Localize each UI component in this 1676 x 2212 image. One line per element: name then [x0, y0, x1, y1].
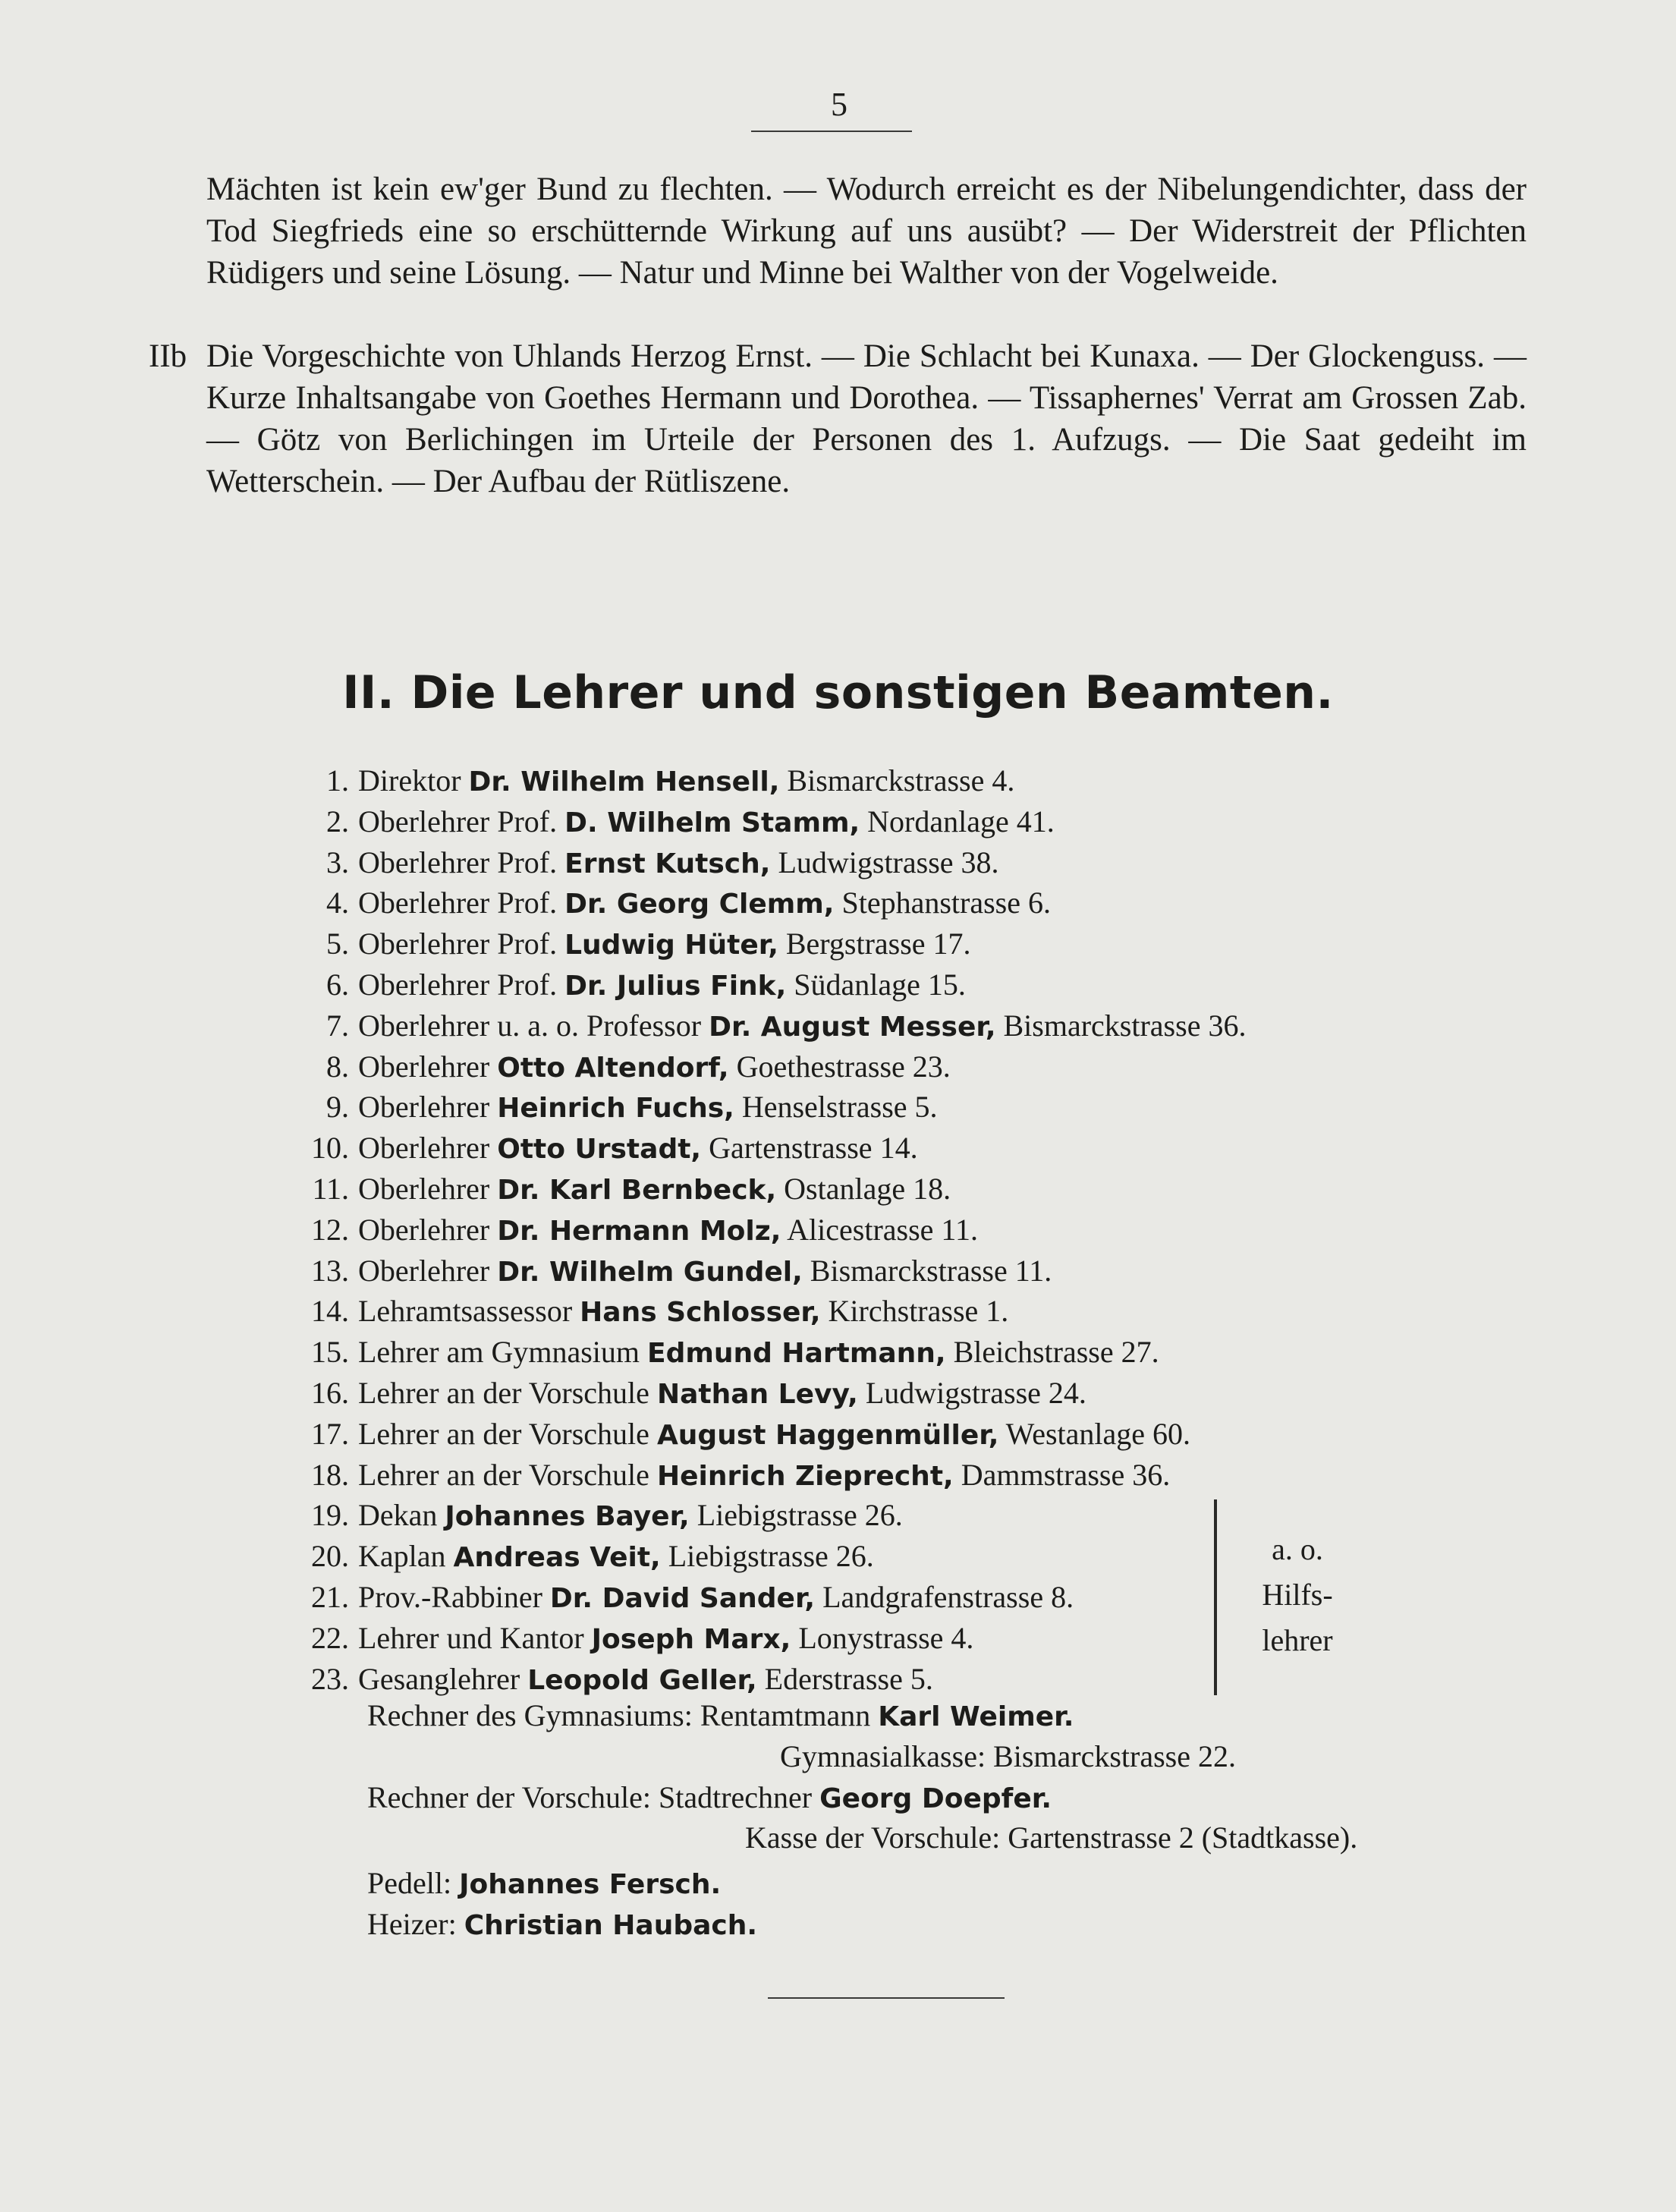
staff-number: 21. [311, 1579, 349, 1614]
staff-name: Ludwig Hüter, [564, 930, 778, 961]
staff-title: Lehrer an der Vorschule [358, 1457, 649, 1492]
staff-row [288, 1332, 1578, 1373]
staff-address: Ludwigstrasse 38. [778, 845, 999, 879]
staff-number: 3. [326, 845, 349, 879]
vor-kasse-line [367, 1817, 1657, 1858]
staff-address: Nordanlage 41. [867, 804, 1055, 839]
staff-name: Nathan Levy, [656, 1378, 858, 1410]
staff-name: Dr. Georg Clemm, [564, 889, 835, 920]
staff-number: 14. [311, 1294, 349, 1329]
staff-row [288, 1373, 1578, 1414]
brace-bracket [1208, 1499, 1217, 1695]
staff-name: Edmund Hartmann, [647, 1338, 946, 1370]
staff-row [288, 1414, 1578, 1455]
staff-number: 11. [312, 1171, 349, 1206]
staff-row [288, 1291, 1578, 1332]
pedell-name: Johannes Fersch. [459, 1869, 722, 1901]
staff-row [288, 1005, 1578, 1046]
end-rule [768, 1997, 1005, 1999]
class-label: IIb [149, 338, 187, 374]
gym-rechner-label: Rechner des Gymnasiums: [367, 1698, 693, 1732]
staff-name: Leopold Geller, [527, 1664, 757, 1696]
staff-name: Dr. Wilhelm Gundel, [497, 1256, 803, 1288]
staff-title: Oberlehrer Prof. [358, 845, 558, 879]
staff-number: 12. [311, 1212, 349, 1247]
staff-title: Oberlehrer [358, 1171, 490, 1206]
staff-title: Lehrer an der Vorschule [358, 1416, 649, 1451]
staff-name: Otto Altendorf, [497, 1052, 729, 1084]
staff-number: 16. [311, 1375, 349, 1410]
staff-address: Liebigstrasse 26. [696, 1498, 903, 1533]
class-ib-block [149, 335, 1527, 502]
staff-address: Ludwigstrasse 24. [865, 1375, 1086, 1410]
staff-row [288, 1536, 1578, 1577]
staff-title: Oberlehrer [358, 1212, 490, 1247]
staff-address: Bismarckstrasse 36. [1003, 1008, 1247, 1043]
gym-rechner-title: Rentamtmann [700, 1698, 871, 1732]
staff-title: Oberlehrer [358, 1131, 490, 1166]
staff-row [288, 1169, 1578, 1210]
vor-rechner-name: Georg Doepfer. [819, 1783, 1052, 1814]
staff-address: Westanlage 60. [1005, 1416, 1191, 1451]
staff-name: August Haggenmüller, [656, 1419, 999, 1451]
staff-address: Alicestrasse 11. [787, 1212, 978, 1247]
page-number-rule [751, 131, 912, 132]
staff-row [288, 760, 1578, 801]
intro-text: Mächten ist kein ew'ger Bund zu flechten. — Wodurch erreicht es der Nibelungendichter, dass der Tod Siegfrieds eine so erschütternde Wirkung auf uns ausübt? — Der Widerstreit der Pflichten Rüdigers und seine Lösung. — Natur und Minne bei Walther von der Vogelweide. [206, 171, 1527, 291]
staff-address: Ederstrasse 5. [764, 1661, 933, 1696]
staff-title: Oberlehrer [358, 1090, 490, 1125]
staff-row [288, 1455, 1578, 1496]
brace-label-line: lehrer [1262, 1623, 1333, 1657]
staff-row [288, 1659, 1578, 1700]
staff-number: 18. [311, 1457, 349, 1492]
staff-number: 4. [326, 886, 349, 920]
staff-title: Oberlehrer u. a. o. Professor [358, 1008, 702, 1043]
staff-name: Dr. David Sander, [549, 1582, 816, 1614]
vor-rechner-line [367, 1777, 1657, 1818]
staff-address: Bleichstrasse 27. [953, 1335, 1159, 1370]
staff-row [288, 1210, 1578, 1251]
staff-name: Dr. August Messer, [709, 1011, 996, 1043]
staff-title: Lehrer an der Vorschule [358, 1375, 649, 1410]
staff-number: 20. [311, 1539, 349, 1574]
staff-row [288, 1495, 1578, 1536]
brace-label [1244, 1527, 1351, 1663]
staff-address: Stephanstrasse 6. [841, 886, 1051, 920]
pedell-line [367, 1863, 1657, 1904]
section-title: II. Die Lehrer und sonstigen Beamten. [342, 666, 1334, 719]
staff-address: Ostanlage 18. [784, 1171, 951, 1206]
staff-address: Bismarckstrasse 11. [810, 1253, 1052, 1288]
staff-number: 1. [326, 763, 349, 798]
staff-title: Dekan [358, 1498, 438, 1533]
staff-row [288, 1251, 1578, 1292]
staff-row [288, 1618, 1578, 1659]
staff-title: Prov.-Rabbiner [358, 1579, 542, 1614]
staff-title: Kaplan [358, 1539, 446, 1574]
staff-number: 6. [326, 967, 349, 1002]
staff-row [288, 842, 1578, 883]
gym-rechner-line [367, 1695, 1657, 1736]
staff-address: Liebigstrasse 26. [668, 1539, 874, 1574]
staff-row [288, 924, 1578, 964]
staff-address: Landgrafenstrasse 8. [822, 1579, 1074, 1614]
staff-number: 15. [311, 1335, 349, 1370]
brace-label-line: Hilfs- [1262, 1578, 1333, 1612]
staff-title: Oberlehrer [358, 1253, 490, 1288]
staff-number: 13. [311, 1253, 349, 1288]
staff-number: 17. [311, 1416, 349, 1451]
vor-rechner-label: Rechner der Vorschule: [367, 1779, 651, 1814]
staff-title: Oberlehrer Prof. [358, 927, 558, 961]
staff-name: Joseph Marx, [591, 1623, 791, 1655]
staff-list [288, 760, 1578, 1699]
intro-paragraph [206, 168, 1527, 294]
staff-number: 19. [311, 1498, 349, 1533]
heizer-name: Christian Haubach. [464, 1909, 758, 1941]
staff-name: Andreas Veit, [453, 1542, 661, 1574]
class-ib-text: Die Vorgeschichte von Uhlands Herzog Ernst. — Die Schlacht bei Kunaxa. — Der Glockenguss. — Kurze Inhaltsangabe von Goethes Hermann und Dorothea. — Tissaphernes' Verrat am Grossen Zab. — Götz von Berlichingen im Urteile der Personen des 1. Aufzugs. — Die Saat gedeiht im Wetterschein. — Der Aufbau der Rütliszene. [206, 338, 1527, 499]
gym-rechner-name: Karl Weimer. [878, 1701, 1074, 1732]
staff-name: Dr. Karl Bernbeck, [497, 1174, 777, 1206]
staff-name: Dr. Wilhelm Hensell, [468, 766, 780, 798]
office-section [367, 1695, 1657, 1945]
staff-number: 5. [326, 927, 349, 961]
staff-title: Lehrer am Gymnasium [358, 1335, 640, 1370]
brace-label-line: a. o. [1272, 1532, 1323, 1566]
staff-title: Lehrer und Kantor [358, 1620, 584, 1655]
staff-number: 10. [311, 1131, 349, 1166]
staff-address: Dammstrasse 36. [961, 1457, 1171, 1492]
staff-name: D. Wilhelm Stamm, [564, 807, 860, 839]
gym-kasse: Gymnasialkasse: Bismarckstrasse 22. [780, 1738, 1236, 1773]
staff-name: Otto Urstadt, [497, 1134, 702, 1166]
staff-address: Henselstrasse 5. [741, 1090, 938, 1125]
staff-number: 2. [326, 804, 349, 839]
staff-row [288, 1087, 1578, 1128]
vor-rechner-title: Stadtrechner [658, 1779, 813, 1814]
staff-address: Kirchstrasse 1. [828, 1294, 1009, 1329]
staff-address: Südanlage 15. [794, 967, 966, 1002]
staff-row [288, 801, 1578, 842]
staff-title: Lehramtsassessor [358, 1294, 573, 1329]
staff-title: Oberlehrer [358, 1049, 490, 1084]
staff-address: Bergstrasse 17. [785, 927, 971, 961]
staff-name: Johannes Bayer, [445, 1501, 690, 1533]
staff-name: Dr. Julius Fink, [564, 970, 787, 1002]
staff-name: Heinrich Zieprecht, [656, 1460, 954, 1492]
vor-kasse: Kasse der Vorschule: Gartenstrasse 2 (Stadtkasse). [745, 1820, 1358, 1855]
staff-title: Oberlehrer Prof. [358, 804, 558, 839]
pedell-label: Pedell: [367, 1866, 452, 1901]
page-number: 5 [831, 86, 847, 123]
staff-name: Heinrich Fuchs, [497, 1093, 734, 1125]
staff-row [288, 1046, 1578, 1087]
staff-number: 7. [326, 1008, 349, 1043]
staff-address: Lonystrasse 4. [798, 1620, 974, 1655]
staff-number: 9. [326, 1090, 349, 1125]
staff-row [288, 1128, 1578, 1169]
staff-address: Bismarckstrasse 4. [787, 763, 1015, 798]
staff-row [288, 964, 1578, 1005]
gym-kasse-line [367, 1736, 1657, 1777]
heizer-label: Heizer: [367, 1906, 457, 1941]
staff-address: Goethestrasse 23. [736, 1049, 951, 1084]
staff-row [288, 1577, 1578, 1618]
staff-title: Oberlehrer Prof. [358, 967, 558, 1002]
staff-title: Direktor [358, 763, 461, 798]
staff-number: 23. [311, 1661, 349, 1696]
staff-row [288, 883, 1578, 924]
staff-address: Gartenstrasse 14. [709, 1131, 918, 1166]
staff-name: Ernst Kutsch, [564, 848, 771, 879]
heizer-line [367, 1904, 1657, 1945]
staff-title: Oberlehrer Prof. [358, 886, 558, 920]
staff-number: 8. [326, 1049, 349, 1084]
staff-name: Hans Schlosser, [580, 1297, 821, 1329]
staff-title: Gesanglehrer [358, 1661, 520, 1696]
staff-number: 22. [311, 1620, 349, 1655]
staff-name: Dr. Hermann Molz, [497, 1215, 781, 1247]
